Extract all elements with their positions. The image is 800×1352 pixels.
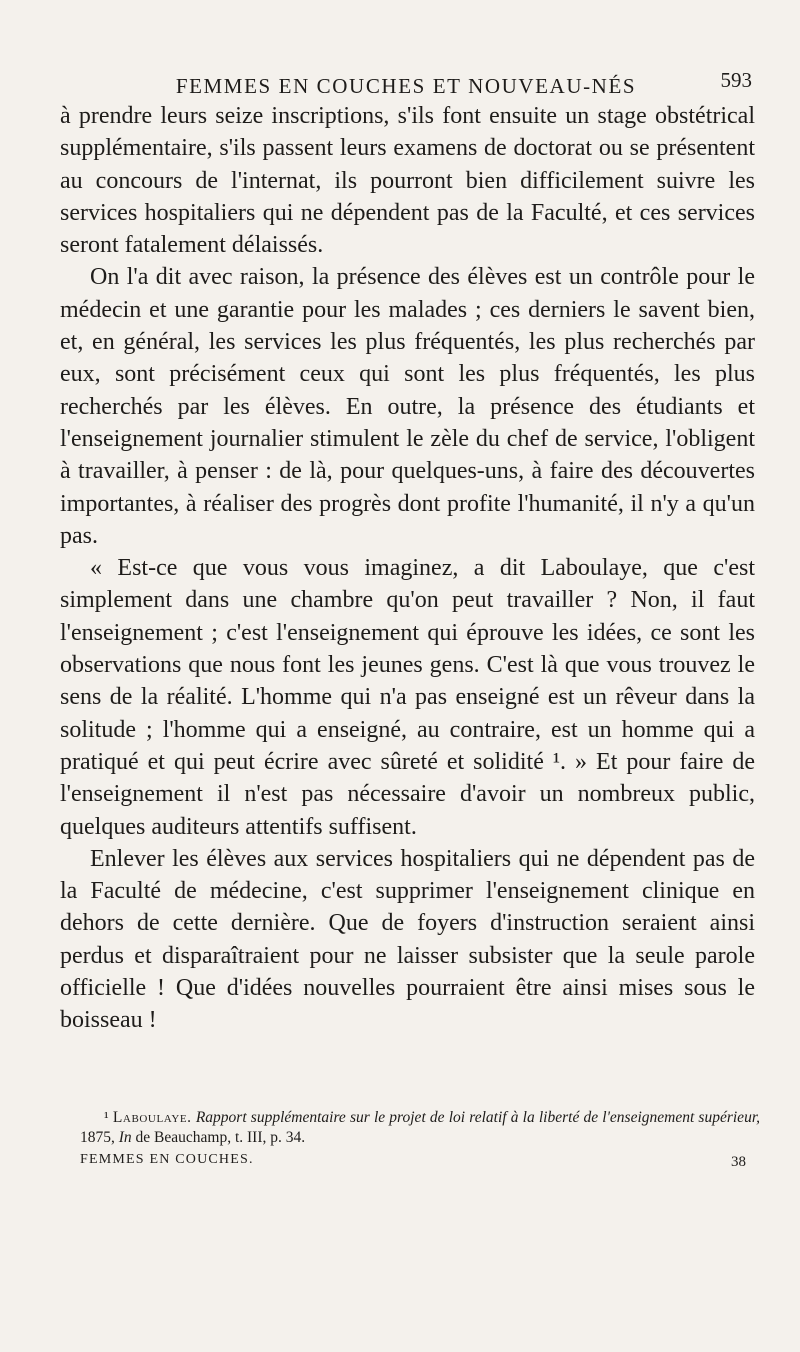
signature-title: FEMMES EN COUCHES. xyxy=(80,1152,254,1167)
running-title: FEMMES EN COUCHES ET NOUVEAU-NÉS xyxy=(175,74,637,98)
footnotes xyxy=(80,1108,760,1148)
paragraph-2: On l'a dit avec raison, la présence des élèves est un contrôle pour le médecin et une garantie pour les malades ; ces derniers le savent bien, et, en général, les services les plus fréquentés, les plus recherchés par eux, sont précisément ceux qui sont les plus fréquentés, les plus recherchés par les élèves. En outre, la présence des étudiants et l'enseignement journalier stimulent le zèle du chef de service, l'obligent à travailler, à penser : de là, pour quelques-uns, à faire des découvertes importantes, à réaliser des progrès dont profite l'humanité, il n'y a qu'un pas. xyxy=(60,264,755,549)
signature-number: 38 xyxy=(731,1154,746,1170)
footnote-title: Rapport supplémentaire sur le projet de loi relatif à la liberté de l'enseignement supérieur, xyxy=(195,1109,761,1126)
footnote-in-label: In xyxy=(118,1129,132,1146)
paragraph-1: à prendre leurs seize inscriptions, s'ils font ensuite un stage obstétrical supplémentaire, s'ils passent leurs examens de doctorat ou se présentent au concours de l'internat, ils pourront bien difficilement suivre les services hospitaliers qui ne dépendent pas de la Faculté, et ces services seront fatalement délaissés. xyxy=(60,103,755,259)
footnote-marker: ¹ xyxy=(104,1109,109,1126)
footnote-1 xyxy=(80,1108,760,1148)
footnote-source: de Beauchamp, t. III, p. 34. xyxy=(135,1129,306,1146)
paragraph-4: Enlever les élèves aux services hospitaliers qui ne dépendent pas de la Faculté de médecine, c'est supprimer l'enseignement clinique en dehors de cette dernière. Que de foyers d'instruction seraient ainsi perdus et disparaîtraient pour ne laisser subsister que la seule parole officielle ! Que d'idées nouvelles pourraient être ainsi mises sous le boisseau ! xyxy=(60,845,755,1034)
body-text xyxy=(60,100,755,1037)
paragraph-3: « Est-ce que vous vous imaginez, a dit Laboulaye, que c'est simplement dans une chambre qu'on peut travailler ? Non, il faut l'enseignement ; c'est l'enseignement qui éprouve les idées, ce sont les observations que nous font les jeunes gens. C'est là que vous trouvez le sens de la réalité. L'homme qui n'a pas enseigné est un rêveur dans la solitude ; l'homme qui a enseigné, au contraire, est un homme qui a pratiqué et qui peut écrire avec sûreté et solidité ¹. » Et pour faire de l'enseignement il n'est pas nécessaire d'avoir un nombreux public, quelques auditeurs attentifs suffisent. xyxy=(60,555,755,840)
page-number: 593 xyxy=(720,68,752,92)
footnote-author: Laboulaye. xyxy=(112,1109,192,1126)
running-head xyxy=(60,64,752,104)
footnote-details: 1875, xyxy=(80,1129,115,1146)
printer-signature xyxy=(80,1152,746,1174)
